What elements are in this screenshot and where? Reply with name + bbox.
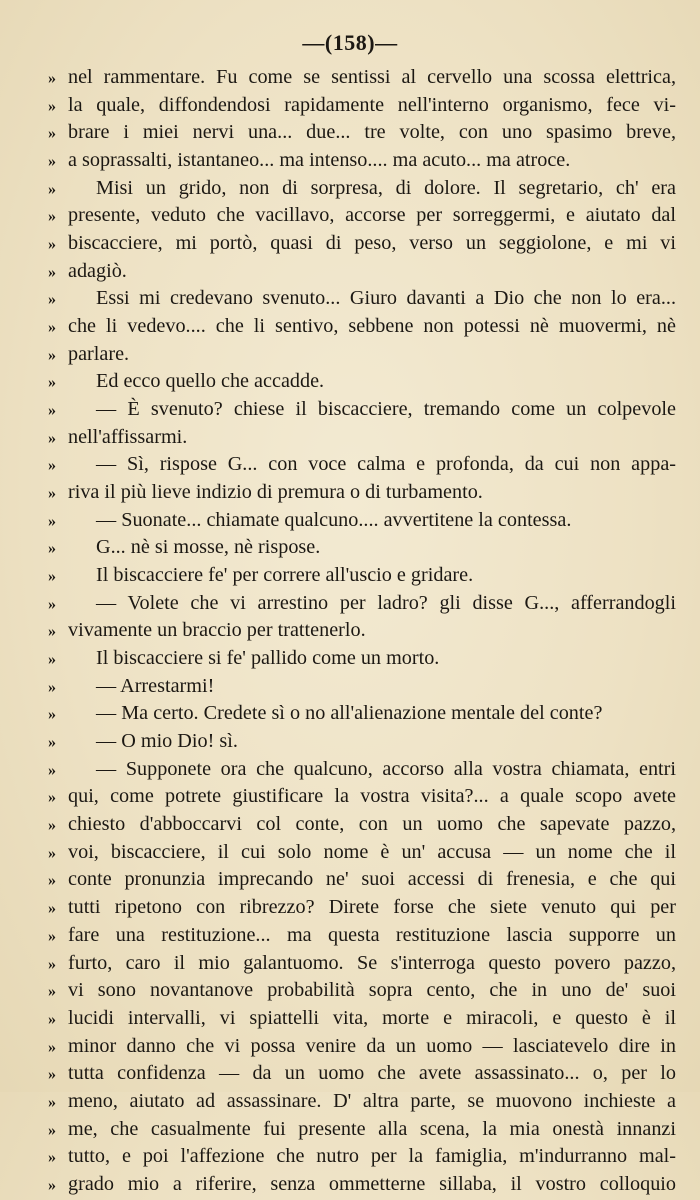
- line-text: — È svenuto? chiese il biscacciere, tremando come un colpevole: [96, 398, 676, 421]
- quotation-mark: »: [48, 319, 56, 337]
- line-text: qui, come potrete giustificare la vostra visita?... a quale scopo avete: [68, 785, 676, 808]
- quotation-mark: »: [48, 97, 56, 115]
- quotation-mark: »: [48, 623, 56, 641]
- text-line: [28, 92, 676, 120]
- quotation-mark: »: [48, 236, 56, 254]
- line-text: — Arrestarmi!: [96, 674, 215, 697]
- quotation-mark: »: [48, 125, 56, 143]
- text-line: [28, 590, 676, 618]
- line-text: Ed ecco quello che accadde.: [96, 370, 325, 393]
- quotation-mark: »: [48, 70, 56, 87]
- line-text: nell'affissarmi.: [68, 425, 188, 448]
- text-line: [28, 894, 676, 922]
- line-text: conte pronunzia imprecando ne' suoi accessi di frenesia, e che qui: [68, 868, 676, 891]
- text-line: [28, 147, 676, 175]
- quotation-mark: »: [48, 208, 56, 226]
- quotation-mark: »: [48, 1176, 56, 1194]
- line-text: meno, aiutato ad assassinare. D' altra parte, se muovono inchieste a: [68, 1089, 676, 1112]
- line-text: Il biscacciere si fe' pallido come un morto.: [96, 647, 440, 670]
- text-line: [28, 1033, 676, 1061]
- quotation-mark: »: [48, 955, 56, 973]
- quotation-mark: »: [48, 540, 56, 558]
- quotation-mark: »: [48, 374, 56, 392]
- quotation-mark: »: [48, 651, 56, 669]
- text-line: [28, 783, 676, 811]
- line-text: — Ma certo. Credete sì o no all'alienazione mentale del conte?: [96, 702, 603, 725]
- text-line: [28, 479, 676, 507]
- line-text: — Suonate... chiamate qualcuno.... avvertitene la contessa.: [96, 508, 572, 531]
- line-text: presente, veduto che vacillavo, accorse per sorreggermi, e aiutato dal: [68, 204, 676, 227]
- quotation-mark: »: [48, 1010, 56, 1028]
- text-line: [28, 396, 676, 424]
- text-line: [28, 1171, 676, 1199]
- line-text: Essi mi credevano svenuto... Giuro davanti a Dio che non lo era...: [96, 287, 676, 310]
- line-text: — Sì, rispose G... con voce calma e profonda, da cui non appa-: [96, 453, 676, 476]
- line-text: — Volete che vi arrestino per ladro? gli disse G..., afferrandogli: [96, 591, 676, 614]
- quotation-mark: »: [48, 1066, 56, 1084]
- text-line: [28, 1088, 676, 1116]
- text-line: [28, 230, 676, 258]
- quotation-mark: »: [48, 789, 56, 807]
- text-line: [28, 866, 676, 894]
- line-text: tutta confidenza — da un uomo che avete assassinato... o, per lo: [68, 1062, 676, 1085]
- text-line: [28, 534, 676, 562]
- text-line: [28, 424, 676, 452]
- quotation-mark: »: [48, 153, 56, 171]
- text-line: [28, 645, 676, 673]
- line-text: furto, caro il mio galantuomo. Se s'interroga questo povero pazzo,: [68, 951, 676, 974]
- line-text: me, che casualmente fui presente alla scena, la mia onestà innanzi: [68, 1117, 676, 1140]
- line-text: — Supponete ora che qualcuno, accorso alla vostra chiamata, entri: [96, 757, 676, 780]
- text-line: [28, 977, 676, 1005]
- quotation-mark: »: [48, 595, 56, 613]
- quotation-mark: »: [48, 734, 56, 752]
- quotation-mark: »: [48, 1121, 56, 1139]
- line-text: minor danno che vi possa venire da un uomo — lasciatevelo dire in: [68, 1034, 676, 1057]
- text-line: [28, 202, 676, 230]
- text-line: [28, 64, 676, 92]
- quotation-mark: »: [48, 291, 56, 309]
- line-text: nel rammentare. Fu come se sentissi al cervello una scossa elettrica,: [68, 66, 676, 88]
- text-line: [28, 1005, 676, 1033]
- line-text: brare i miei nervi una... due... tre volte, con uno spasimo breve,: [68, 121, 676, 144]
- quotation-mark: »: [48, 1149, 56, 1167]
- text-line: [28, 258, 676, 286]
- quotation-mark: »: [48, 817, 56, 835]
- line-text: adagiò.: [68, 259, 127, 282]
- text-line: [28, 1060, 676, 1088]
- line-text: Il biscacciere fe' per correre all'uscio e gridare.: [96, 564, 474, 587]
- line-text: Misi un grido, non di sorpresa, di dolore. Il segretario, ch' era: [96, 176, 676, 199]
- line-text: riva il più lieve indizio di premura o di turbamento.: [68, 481, 483, 504]
- text-line: [28, 1143, 676, 1171]
- text-line: [28, 811, 676, 839]
- quotation-mark: »: [48, 761, 56, 779]
- line-text: a soprassalti, istantaneo... ma intenso.... ma acuto... ma atroce.: [68, 149, 571, 172]
- text-line: [28, 728, 676, 756]
- quotation-mark: »: [48, 485, 56, 503]
- text-line: [28, 175, 676, 203]
- line-text: tutto, e poi l'affezione che nutro per la famiglia, m'indurranno mal-: [68, 1145, 676, 1168]
- quotation-mark: »: [48, 512, 56, 530]
- text-line: [28, 451, 676, 479]
- quotation-mark: »: [48, 263, 56, 281]
- quotation-mark: »: [48, 706, 56, 724]
- line-text: parlare.: [68, 342, 130, 365]
- text-line: [28, 313, 676, 341]
- quotation-mark: »: [48, 429, 56, 447]
- text-line: [28, 922, 676, 950]
- text-line: [28, 341, 676, 369]
- quotation-mark: »: [48, 402, 56, 420]
- text-line: [28, 285, 676, 313]
- text-line: [28, 119, 676, 147]
- line-text: biscacciere, mi portò, quasi di peso, verso un seggiolone, e mi vi: [68, 232, 676, 255]
- body-text: [28, 64, 676, 1199]
- line-text: grado mio a riferire, senza ommetterne sillaba, il vostro colloquio: [68, 1172, 676, 1195]
- text-line: [28, 368, 676, 396]
- quotation-mark: »: [48, 180, 56, 198]
- quotation-mark: »: [48, 678, 56, 696]
- line-text: chiesto d'abboccarvi col conte, con un uomo che sapevate pazzo,: [68, 813, 676, 836]
- quotation-mark: »: [48, 900, 56, 918]
- text-line: [28, 673, 676, 701]
- quotation-mark: »: [48, 346, 56, 364]
- line-text: vi sono novantanove probabilità sopra cento, che in uno de' suoi: [68, 979, 676, 1002]
- text-line: [28, 507, 676, 535]
- line-text: voi, biscacciere, il cui solo nome è un' accusa — un nome che il: [68, 840, 676, 863]
- line-text: G... nè si mosse, nè rispose.: [96, 536, 321, 559]
- text-line: [28, 1116, 676, 1144]
- quotation-mark: »: [48, 568, 56, 586]
- quotation-mark: »: [48, 872, 56, 890]
- page-number: —(158)—: [302, 30, 398, 55]
- quotation-mark: »: [48, 844, 56, 862]
- quotation-mark: »: [48, 457, 56, 475]
- line-text: la quale, diffondendosi rapidamente nell'interno organismo, fece vi-: [68, 93, 676, 116]
- line-text: vivamente un braccio per trattenerlo.: [68, 619, 366, 642]
- quotation-mark: »: [48, 927, 56, 945]
- line-text: che li vedevo.... che li sentivo, sebbene non potessi nè muovermi, nè: [68, 315, 676, 338]
- line-text: fare una restituzione... ma questa restituzione lascia supporre un: [68, 923, 676, 946]
- text-line: [28, 756, 676, 784]
- quotation-mark: »: [48, 1038, 56, 1056]
- text-line: [28, 839, 676, 867]
- line-text: tutti ripetono con ribrezzo? Direte forse che siete venuto qui per: [68, 896, 676, 919]
- text-line: [28, 617, 676, 645]
- text-line: [28, 562, 676, 590]
- quotation-mark: »: [48, 1093, 56, 1111]
- text-line: [28, 700, 676, 728]
- text-line: [28, 950, 676, 978]
- line-text: — O mio Dio! sì.: [96, 730, 238, 753]
- quotation-mark: »: [48, 983, 56, 1001]
- line-text: lucidi intervalli, vi spiattelli vita, morte e miracoli, e questo è il: [68, 1006, 676, 1029]
